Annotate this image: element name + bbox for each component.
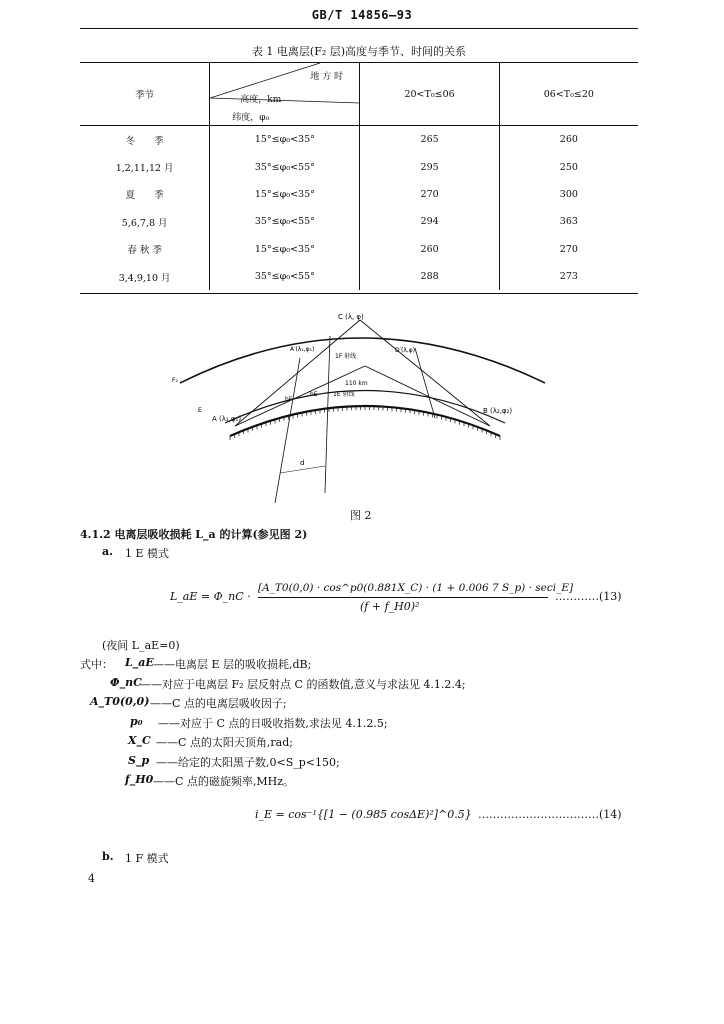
table-row: [80, 126, 638, 154]
night-note: (夜间 L_aE=0): [102, 639, 180, 652]
cell-lat: 15°≤φ₀<35°: [210, 236, 360, 263]
eq13-numerator: [A_T0(0,0) · cos^p0(0.881X_C) · (1 + 0.006 7 S_p) · seci_E]: [258, 582, 574, 594]
radius-line-3: [415, 348, 435, 418]
figure-2-diagram: [150, 308, 570, 518]
cell-v2: 250: [499, 153, 638, 180]
label-hE: hE: [310, 391, 318, 398]
eq13-number: …………(13): [555, 590, 622, 603]
cell-v2: 300: [499, 181, 638, 208]
season-header: 季节: [135, 90, 155, 101]
mode-a-title: 1 E 模式: [125, 547, 170, 560]
cell-v1: 270: [360, 181, 499, 208]
col-header-day: 06<T₀≤20: [499, 63, 638, 126]
label-F2: F₂: [172, 377, 178, 384]
eq14: i_E = cos⁻¹{[1 − (0.985 cosΔE)²]^0.5}: [255, 808, 472, 821]
def-symbol: p₀: [130, 714, 143, 728]
document-code: GB/T 14856—93: [311, 8, 413, 22]
f2-layer-arc: [180, 338, 545, 383]
table-row: [80, 153, 638, 180]
cell-v1: 288: [360, 263, 499, 290]
cell-lat: 35°≤φ₀<55°: [210, 263, 360, 290]
height-header: 高度，km: [240, 95, 282, 105]
mode-b-title: 1 F 模式: [125, 852, 169, 865]
col-header-night: 20<T₀≤06: [360, 63, 499, 126]
cell-v1: 265: [360, 126, 499, 154]
cell-v2: 363: [499, 208, 638, 235]
cell-season: 3,4,9,10 月: [118, 272, 171, 284]
height-season-table: [80, 62, 638, 290]
eq14-number: ……………………………(14): [478, 808, 622, 821]
table-row: [80, 181, 638, 208]
table-caption: 表 1 电离层(F₂ 层)高度与季节、时间的关系: [251, 45, 467, 58]
cell-season: 夏 季: [125, 190, 164, 202]
label-hF: hF: [285, 396, 293, 403]
cell-lat: 15°≤φ₀<35°: [210, 181, 360, 208]
eq13-left: L_aE = Φ_nC ·: [170, 590, 251, 603]
table-body: [80, 126, 638, 291]
page-number: 4: [88, 872, 95, 885]
table-corner-cell: [210, 63, 360, 126]
label-A: A (λ₁,φ₁): [212, 415, 242, 423]
header-rule: [80, 28, 638, 29]
label-F-ray: 1F 射线: [335, 353, 357, 360]
def-symbol: L_aE: [125, 656, 154, 669]
def-symbol: f_H0: [125, 773, 154, 786]
cell-v1: 294: [360, 208, 499, 235]
cell-v2: 270: [499, 236, 638, 263]
def-text: ——对应于 C 点的日吸收指数,求法见 4.1.2.5;: [158, 716, 388, 730]
cell-lat: 35°≤φ₀<55°: [210, 153, 360, 180]
cell-v1: 260: [360, 236, 499, 263]
cell-season: 1,2,11,12 月: [115, 163, 174, 175]
label-d: d: [300, 459, 305, 467]
label-C: C (λ, φ): [338, 313, 364, 321]
def-symbol: A_T0(0,0): [90, 695, 150, 708]
latitude-header: 纬度，φ₀: [232, 113, 270, 123]
def-text: ——电离层 E 层的吸收损耗,dB;: [153, 658, 312, 671]
def-text: ——给定的太阳黑子数,0<S_p<150;: [156, 755, 340, 769]
cell-season: 5,6,7,8 月: [121, 217, 168, 229]
def-text: ——C 点的太阳天顶角,rad;: [156, 736, 293, 749]
table-row: [80, 263, 638, 290]
def-symbol: Φ_nC: [110, 675, 142, 689]
radius-line-2: [325, 336, 330, 493]
where-label: 式中：: [80, 658, 113, 671]
table-row: [80, 236, 638, 263]
label-110km: 110 km: [345, 380, 368, 387]
def-symbol: S_p: [128, 753, 150, 767]
cell-v2: 260: [499, 126, 638, 154]
label-B: B (λ₂,φ₂): [483, 407, 513, 415]
table-bottom-rule: [80, 293, 638, 294]
cell-lat: 15°≤φ₀<35°: [210, 126, 360, 154]
mode-a-label: a.: [102, 545, 113, 558]
def-text: ——C 点的电离层吸收因子;: [150, 697, 287, 710]
radius-line-1: [275, 358, 300, 503]
def-text: ——对应于电离层 F₂ 层反射点 C 的函数值,意义与求法见 4.1.2.4;: [140, 677, 466, 691]
table-corner-season: [80, 63, 210, 126]
label-E-ray: 1E 射线: [333, 391, 355, 398]
distance-d-marker: [280, 466, 325, 473]
eq13-denominator: (f + f_H0)²: [360, 600, 420, 613]
section-heading: 4.1.2 电离层吸收损耗 L_a 的计算(参见图 2): [80, 528, 308, 541]
label-E: E: [198, 407, 202, 414]
def-symbol: X_C: [128, 734, 151, 747]
def-text: ——C 点的磁旋频率,MHz。: [153, 775, 295, 788]
cell-lat: 35°≤φ₀<55°: [210, 208, 360, 235]
label-A1: A′(λ₁,φ₁): [290, 346, 315, 353]
local-time-header: 地 方 时: [310, 72, 343, 82]
mode-b-label: b.: [102, 850, 114, 863]
cell-season: 春 秋 季: [127, 245, 162, 257]
label-D1: D′(λ,φ): [395, 347, 416, 354]
cell-season: 冬 季: [125, 135, 164, 147]
figure-caption: 图 2: [350, 509, 372, 522]
cell-v2: 273: [499, 263, 638, 290]
eq13-fraction-bar: [258, 597, 548, 598]
table-row: [80, 208, 638, 235]
cell-v1: 295: [360, 153, 499, 180]
